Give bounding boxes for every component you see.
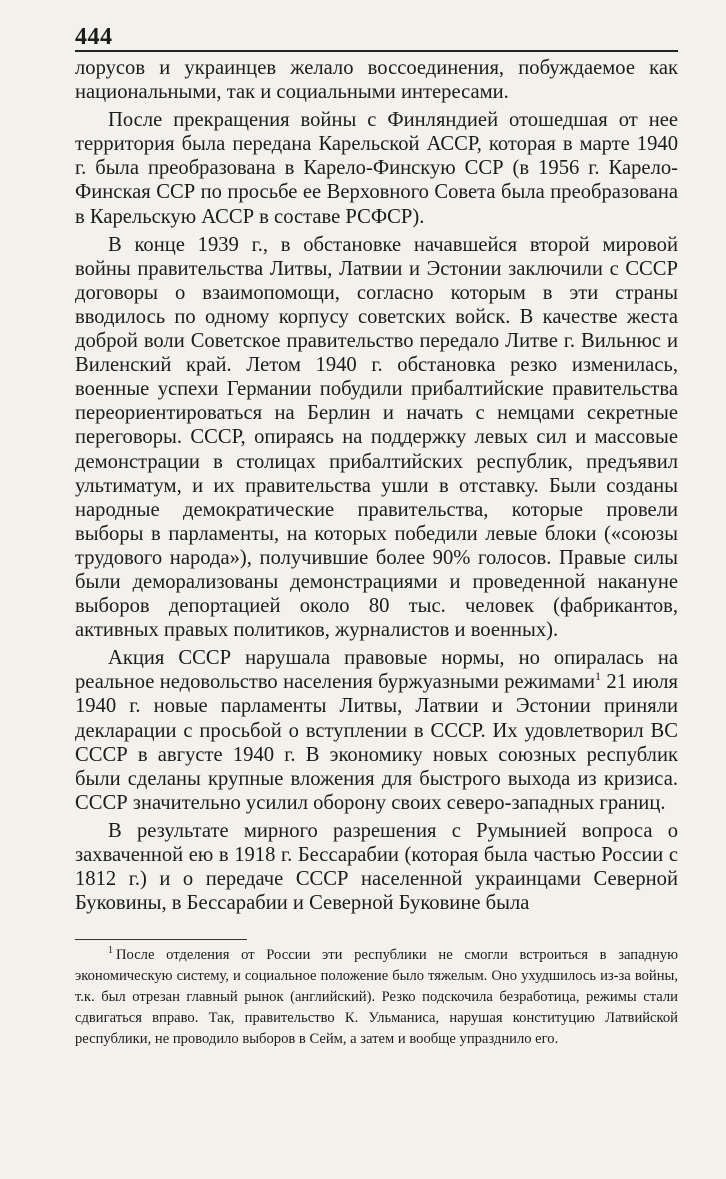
body-text — [75, 56, 678, 919]
footnote — [75, 945, 678, 1050]
paragraph-continuation: лорусов и украинцев желало воссоединения, побуждаемое как национальными, так и социальными интересами. — [75, 57, 678, 104]
footnote-marker: 1 — [594, 669, 601, 684]
paragraph-ussr-action — [75, 646, 678, 815]
page-number: 444 — [75, 24, 113, 50]
footnote-number: 1 — [108, 945, 113, 957]
footnote-text: После отделения от России эти республики не смогли встроиться в западную экономическую систему, и социальное положение было тяжелым. Оно ухудшилось из-за войны, т.к. был отрезан главный рынок (английский). Резко подскочила безработица, режимы стали сдвигаться вправо. Так, правительство К. Ульманиса, нарушая конституцию Латвийской республики, не проводило выборов в Сейм, а затем и вообще упразднило его. — [75, 947, 678, 1047]
paragraph-ussr-action-rest: 21 июля 1940 г. новые парламенты Литвы, Латвии и Эстонии приняли декларации с просьбой о вступлении в СССР. Их удовлетворил ВС СССР в августе 1940 г. В экономику новых союзных республик были сделаны крупные вложения для быстрого выхода из кризиса. СССР значительно усилил оборону своих северо-западных границ. — [75, 671, 678, 814]
header-rule — [75, 50, 678, 52]
paragraph-baltic-states: В конце 1939 г., в обстановке начавшейся второй мировой войны правительства Литвы, Латвии и Эстонии заключили с СССР договоры о взаимопомощи, согласно которым в эти страны вводилось по одному корпусу советских войск. В качестве жеста доброй воли Советское правительство передало Литве г. Вильнюс и Виленский край. Летом 1940 г. обстановка резко изменилась, военные успехи Германии побудили прибалтийские правительства переориентироваться на Берлин и начать с немцами секретные переговоры. СССР, опираясь на поддержку левых сил и массовые демонстрации в столицах прибалтийских республик, предъявил ультиматум, и их правительства ушли в отставку. Были созданы народные демократические правительства, которые провели выборы в парламенты, на которых победили левые блоки («союзы трудового народа»), получившие более 90% голосов. Правые силы были деморализованы демонстрациями и проведенной накануне выборов депортацией около 80 тыс. человек (фабрикантов, активных правых политиков, журналистов и военных). — [75, 233, 678, 642]
paragraph-finland: После прекращения войны с Финляндией отошедшая от нее территория была передана Карельской АССР, которая в марте 1940 г. была преобразована в Карело-Финскую ССР (в 1956 г. Карело-Финская ССР по просьбе ее Верховного Совета была преобразована в Карельскую АССР в составе РСФСР). — [75, 109, 678, 228]
footnote-rule — [75, 939, 247, 940]
paragraph-bessarabia: В результате мирного разрешения с Румынией вопроса о захваченной ею в 1918 г. Бессарабии (которая была частью России с 1812 г.) и о передаче СССР населенной украинцами Северной Буковины, в Бессарабии и Северной Буковине была — [75, 819, 678, 915]
paragraph-ussr-action-start: Акция СССР нарушала правовые нормы, но опиралась на реальное недовольство населения буржуазными режимами — [75, 647, 678, 694]
